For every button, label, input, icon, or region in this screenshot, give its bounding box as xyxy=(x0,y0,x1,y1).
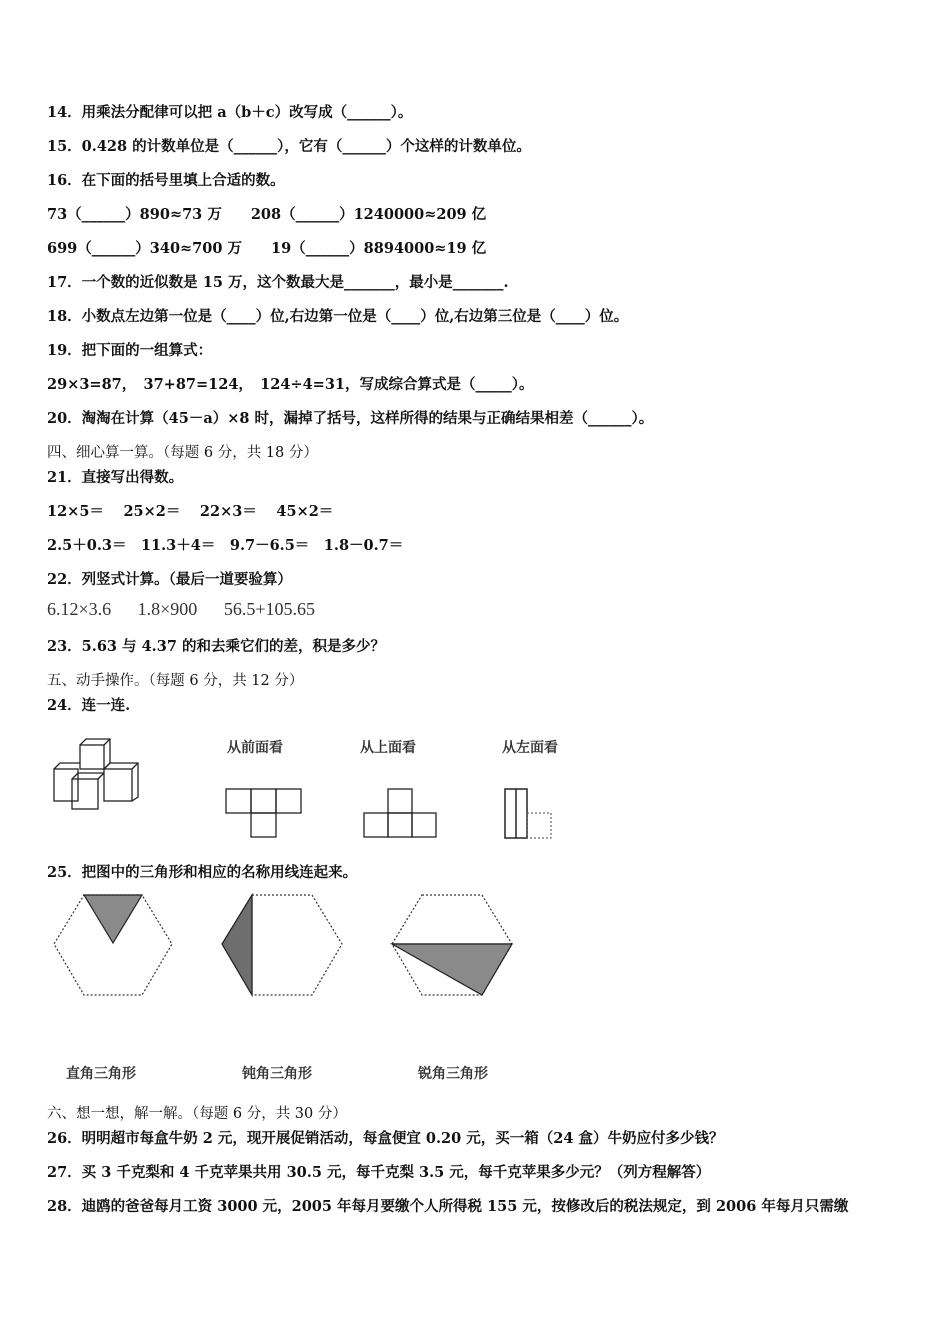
calc-item: 56.5+105.65 xyxy=(223,599,315,619)
section-6-heading: 六、想一想，解一解。（每题 6 分，共 30 分） xyxy=(47,1106,347,1122)
question-21-row-b: 2.5＋0.3＝ 11.3＋4＝ 9.7－6.5＝ 1.8－0.7＝ xyxy=(47,537,404,554)
left-view-figure xyxy=(503,788,558,840)
question-20: 20．淘淘在计算（45－a）×8 时，漏掉了括号，这样所得的结果与正确结果相差（______）。 xyxy=(47,410,654,427)
question-16-row-b: 699（______）340≈700 万 19（______）8894000≈19 亿 xyxy=(47,240,487,257)
question-22: 22．列竖式计算。（最后一道要验算） xyxy=(47,571,292,588)
front-view-figure xyxy=(225,788,305,838)
question-19-expressions: 29×3=87， 37+87=124， 124÷4=31，写成综合算式是（_____）。 xyxy=(47,376,534,393)
label-left-view: 从左面看 xyxy=(502,740,558,756)
hexagon-figure-2 xyxy=(220,893,345,1003)
question-16-row-a: 73（______）890≈73 万 208（______）1240000≈209 亿 xyxy=(47,206,487,223)
top-view-figure xyxy=(362,788,442,838)
hexagon-figure-1 xyxy=(52,893,177,1003)
question-26: 26．明明超市每盒牛奶 2 元，现开展促销活动，每盒便宜 0.20 元，买一箱（24 盒）牛奶应付多少钱？ xyxy=(47,1130,724,1147)
question-24: 24．连一连. xyxy=(47,697,131,714)
vertical-calc-row xyxy=(47,599,337,620)
label-right-triangle: 直角三角形 xyxy=(66,1066,136,1082)
section-4-heading: 四、细心算一算。（每题 6 分，共 18 分） xyxy=(47,445,318,461)
calc-item: 6.12×3.6 xyxy=(47,599,112,619)
question-17: 17．一个数的近似数是 15 万，这个数最大是_______，最小是_______. xyxy=(47,274,509,291)
question-27: 27．买 3 千克梨和 4 千克苹果共用 30.5 元，每千克梨 3.5 元，每千克苹果多少元？（列方程解答） xyxy=(47,1164,711,1181)
label-acute-triangle: 锐角三角形 xyxy=(418,1066,488,1082)
question-18: 18．小数点左边第一位是（____）位,右边第一位是（____）位,右边第三位是（____）位。 xyxy=(47,308,629,325)
question-28: 28．迪鸥的爸爸每月工资 3000 元，2005 年每月要缴个人所得税 155 元，按修改后的税法规定，到 2006 年每月只需缴 xyxy=(47,1198,849,1215)
question-21: 21．直接写出得数。 xyxy=(47,469,184,486)
label-top-view: 从上面看 xyxy=(360,740,416,756)
cube-solid-figure xyxy=(50,735,160,810)
question-16: 16．在下面的括号里填上合适的数。 xyxy=(47,172,285,189)
question-14: 14．用乘法分配律可以把 a（b＋c）改写成（______）。 xyxy=(47,104,413,121)
question-19: 19．把下面的一组算式： xyxy=(47,342,213,359)
hexagon-figure-3 xyxy=(390,893,515,1003)
calc-item: 1.8×900 xyxy=(137,599,198,619)
label-front-view: 从前面看 xyxy=(227,740,283,756)
question-23: 23．5.63 与 4.37 的和去乘它们的差，积是多少？ xyxy=(47,638,385,655)
question-21-row-a: 12×5＝ 25×2＝ 22×3＝ 45×2＝ xyxy=(47,503,334,520)
section-5-heading: 五、动手操作。（每题 6 分，共 12 分） xyxy=(47,673,304,689)
question-25: 25．把图中的三角形和相应的名称用线连起来。 xyxy=(47,864,358,881)
label-obtuse-triangle: 钝角三角形 xyxy=(242,1066,312,1082)
question-15: 15．0.428 的计数单位是（______），它有（______）个这样的计数单位。 xyxy=(47,138,531,155)
